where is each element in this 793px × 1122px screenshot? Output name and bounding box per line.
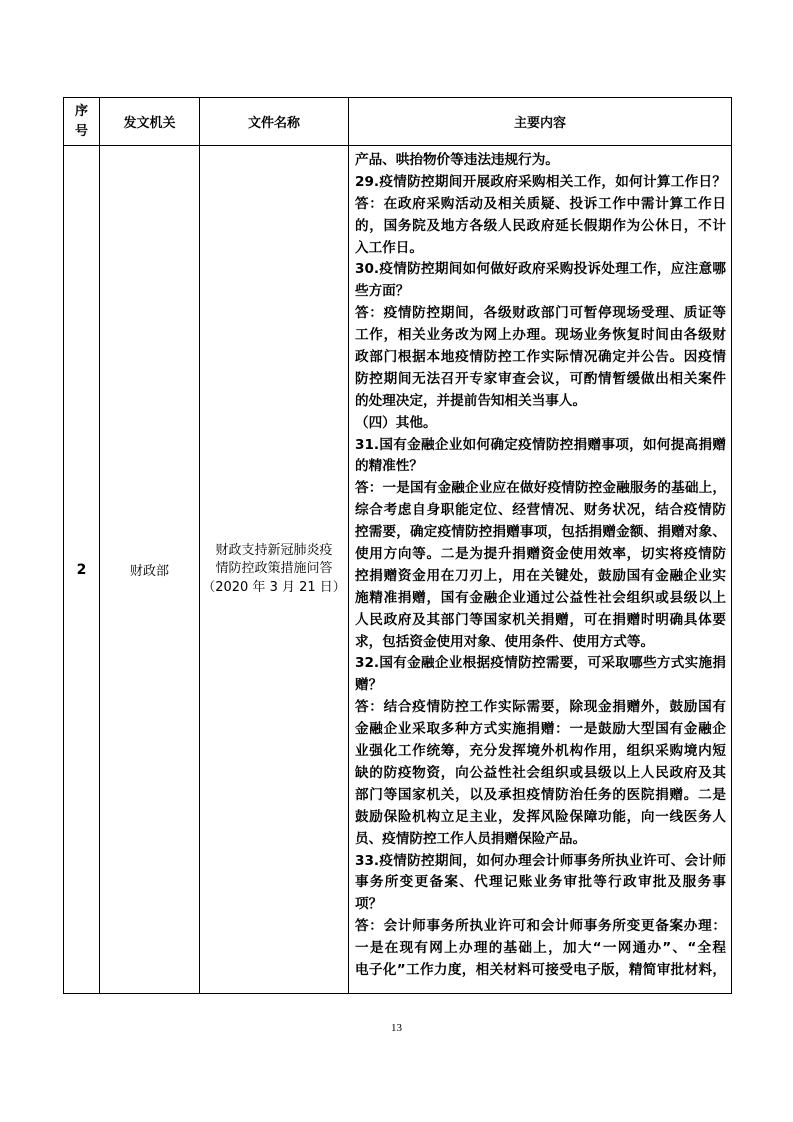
content-line: 29.疫情防控期间开展政府采购相关工作，如何计算工作日？: [355, 173, 726, 190]
header-issuer: 发文机关: [100, 98, 200, 146]
content-line: 答：疫情防控期间，各级财政部门可暂停现场受理、质证等: [355, 305, 726, 322]
row-issuer: 财政部: [100, 146, 200, 994]
row-doc-name: [200, 146, 349, 994]
content-line: 的处理决定，并提前告知相关当事人。: [355, 392, 587, 409]
content-line: 31.国有金融企业如何确定疫情防控捐赠事项，如何提高捐赠: [355, 436, 726, 453]
page-number: 13: [391, 1022, 402, 1034]
content-line: 综合考虑自身职能定位、经营情况、财务状况，结合疫情防: [355, 502, 726, 519]
row-seq: 2: [64, 146, 100, 994]
doc-name-line: 财政支持新冠肺炎疫: [215, 542, 333, 558]
content-line: 产品、哄抬物价等违法违规行为。: [355, 152, 559, 168]
doc-name-line: 情防控政策措施问答: [215, 561, 333, 577]
content-line: 政部门根据本地疫情防控工作实际情况确定并公告。因疫情: [355, 349, 726, 366]
row-content: [349, 146, 732, 994]
content-line: 答：结合疫情防控工作实际需要，除现金捐赠外，鼓励国有: [355, 699, 726, 716]
content-line: 答：在政府采购活动及相关质疑、投诉工作中需计算工作日: [355, 195, 726, 212]
content-line: 工作，相关业务改为网上办理。现场业务恢复时间由各级财: [355, 327, 726, 344]
content-line: 32.国有金融企业根据疫情防控需要，可采取哪些方式实施捐: [355, 655, 726, 672]
content-line: 答：一是国有金融企业应在做好疫情防控金融服务的基础上，: [355, 480, 726, 497]
content-line: 33.疫情防控期间，如何办理会计师事务所执业许可、会计师: [355, 852, 726, 869]
header-seq: [64, 98, 100, 146]
content-line: 事务所变更备案、代理记账业务审批等行政审批及服务事: [355, 874, 726, 891]
content-line: 电子化”工作力度，相关材料可接受电子版，精简审批材料，: [355, 961, 726, 978]
content-line: 人民政府及其部门等国家机关捐赠，可在捐赠时明确具体要: [355, 611, 726, 628]
content-line: 赠？: [355, 677, 383, 694]
content-line: 的，国务院及地方各级人民政府延长假期作为公休日，不计: [355, 217, 726, 234]
content-line: 部门等国家机关，以及承担疫情防治任务的医院捐赠。二是: [355, 786, 726, 803]
content-line: 施精准捐赠，国有金融企业通过公益性社会组织或县级以上: [355, 589, 726, 606]
content-line: 的精准性？: [355, 458, 423, 475]
header-content: 主要内容: [349, 98, 732, 146]
content-line: 使用方向等。二是为提升捐赠资金使用效率，切实将疫情防: [355, 546, 726, 563]
content-line: （四）其他。: [355, 414, 437, 431]
content-line: 鼓励保险机构立足主业，发挥风险保障功能，向一线医务人: [355, 808, 726, 825]
content-line: 求，包括资金使用对象、使用条件、使用方式等。: [355, 633, 655, 650]
content-line: 业强化工作统筹，充分发挥境外机构作用，组织采购境内短: [355, 743, 726, 760]
content-line: 一是在现有网上办理的基础上，加大“一网通办”、“全程: [355, 940, 726, 957]
content-line: 金融企业采取多种方式实施捐赠：一是鼓励大型国有金融企: [355, 721, 726, 738]
header-seq-line2: 号: [74, 123, 88, 139]
header-doc-name: 文件名称: [200, 98, 349, 146]
content-line: 项？: [355, 896, 383, 913]
content-line: 控需要，确定疫情防控捐赠事项，包括捐赠金额、捐赠对象、: [355, 524, 726, 541]
doc-name-line: （2020 年 3 月 21 日）: [202, 579, 346, 595]
table-row: [64, 146, 732, 994]
header-seq-line1: 序: [74, 103, 88, 119]
content-line: 控捐赠资金用在刀刃上，用在关键处，鼓励国有金融企业实: [355, 567, 726, 584]
policy-table: [63, 97, 732, 994]
content-line: 员、疫情防控工作人员捐赠保险产品。: [355, 830, 587, 847]
content-line: 30.疫情防控期间如何做好政府采购投诉处理工作，应注意哪: [355, 261, 726, 278]
content-line: 缺的防疫物资，向公益性社会组织或县级以上人民政府及其: [355, 764, 726, 781]
header-row: [64, 98, 732, 146]
content-line: 防控期间无法召开专家审查会议，可酌情暂缓做出相关案件: [355, 370, 726, 387]
content-line: 答：会计师事务所执业许可和会计师事务所变更备案办理：: [355, 918, 726, 935]
content-line: 入工作日。: [355, 239, 423, 256]
content-line: 些方面？: [355, 283, 410, 300]
